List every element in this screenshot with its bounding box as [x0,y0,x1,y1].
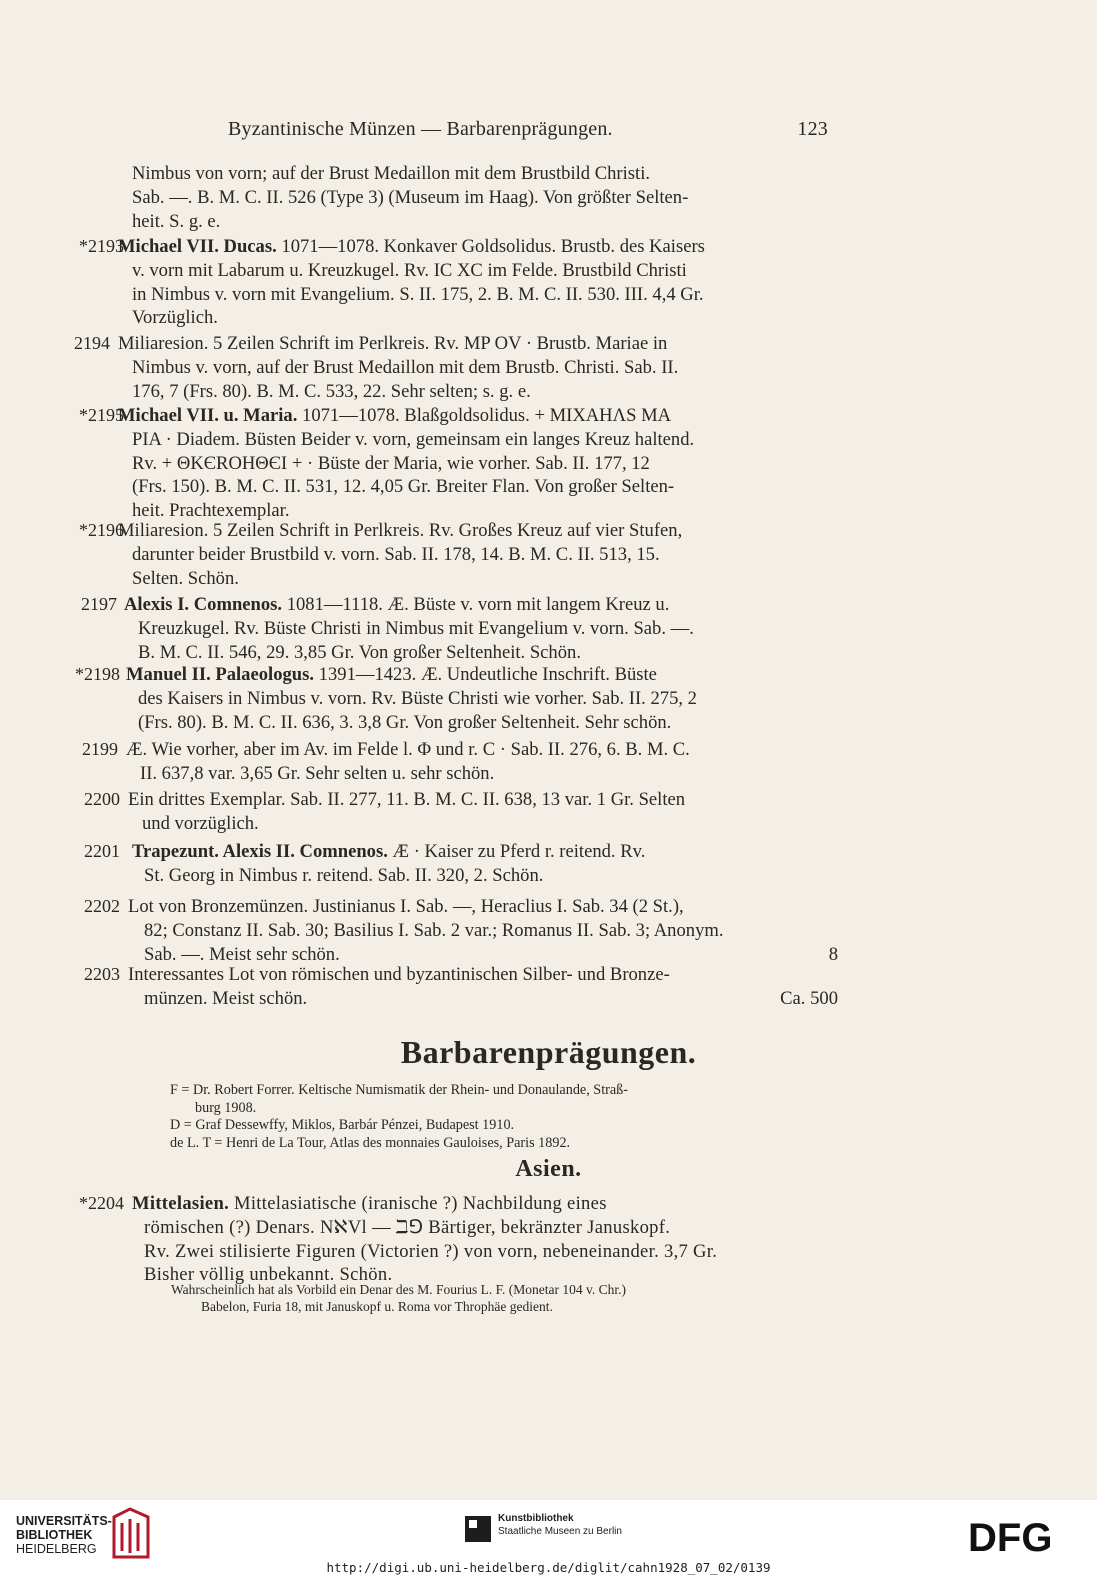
entry-text [118,332,838,403]
entry-text [118,235,838,330]
section-heading: Barbarenprägungen. [400,1034,697,1070]
entry-number: 2194 [74,333,110,353]
estimate-value: 8 [828,943,838,965]
entry-line: St. Georg in Nimbus r. reitend. Sab. II. 320, 2. Schön. [144,864,544,886]
entry-line: münzen. Meist schön. [144,987,308,1009]
kunstbibliothek-logo-icon [465,1516,491,1542]
entry-line: Nimbus v. vorn, auf der Brust Medaillon mit dem Brustb. Christi. Sab. II. [132,356,679,378]
kb-name-line: Staatliche Museen zu Berlin [498,1526,622,1537]
entry-heading: Michael VII. u. Maria. [118,405,298,426]
entry-text [124,593,838,664]
entry-text [132,162,838,233]
entry-heading: Michael VII. Ducas. [118,236,277,257]
entry-line: (Frs. 150). B. M. C. II. 531, 12. 4,05 Gr. Breiter Flan. Von großer Selten- [132,476,675,498]
running-head-title: Byzantinische Münzen — Barbarenprägungen. [228,118,613,140]
entry-line: in Nimbus v. vorn mit Evangelium. S. II. 175, 2. B. M. C. II. 530. III. 4,4 Gr. [132,283,704,305]
entry-line: heit. S. g. e. [132,210,221,232]
reference-line: burg 1908. [195,1099,257,1116]
entry-text [118,404,838,523]
entry-number: 2200 [84,789,120,809]
entry-line: des Kaisers in Nimbus v. vorn. Rv. Büste Christi wie vorher. Sab. II. 275, 2 [138,687,697,709]
entry-number: *2204 [79,1193,124,1213]
entry-line: Nimbus von vorn; auf der Brust Medaillon mit dem Brustbild Christi. [132,163,651,184]
entry-text [126,663,838,734]
entry-line: 1071—1078. Blaßgoldsolidus. + MIXAHΛS MA [297,405,672,426]
entry-text [132,840,838,888]
entry-line: römischen (?) Denars. NℵVl — ℶ⅁ Bärtiger, bekränzter Januskopf. [144,1216,671,1238]
entry-heading: Mittelasien. [132,1193,230,1214]
library-name-line: HEIDELBERG [16,1542,97,1556]
dfg-logo-icon [968,1519,1078,1555]
entry-line: Æ. Wie vorher, aber im Av. im Felde l. Φ und r. C · Sab. II. 276, 6. B. M. C. [126,739,690,760]
library-logo-text [16,1514,112,1556]
entry-line: Rv. + ΘKЄROHΘЄI + · Büste der Maria, wie vorher. Sab. II. 177, 12 [132,452,650,474]
subsection-heading: Asien. [515,1156,582,1182]
entry-line: Bisher völlig unbekannt. Schön. [144,1264,393,1286]
entry-line: Selten. Schön. [132,567,239,589]
entry-line: Sab. —. B. M. C. II. 526 (Type 3) (Museum im Haag). Von größter Selten- [132,186,689,208]
entry-line: 176, 7 (Frs. 80). B. M. C. 533, 22. Sehr selten; s. g. e. [132,380,531,402]
entry-line: Lot von Bronzemünzen. Justinianus I. Sab. —, Heraclius I. Sab. 34 (2 St.), [128,896,684,917]
entry-line: v. vorn mit Labarum u. Kreuzkugel. Rv. IC XC im Felde. Brustbild Christi [132,259,687,281]
entry-line: darunter beider Brustbild v. vorn. Sab. II. 178, 14. B. M. C. II. 513, 15. [132,543,660,565]
footnote-line: Babelon, Furia 18, mit Januskopf u. Roma vor Throphäe gedient. [201,1299,553,1314]
entry-line: (Frs. 80). B. M. C. II. 636, 3. 3,8 Gr. Von großer Seltenheit. Sehr schön. [138,711,672,733]
entry-line: Miliaresion. 5 Zeilen Schrift im Perlkreis. Rv. MP OV · Brustb. Mariae in [118,333,668,354]
entry-line: und vorzüglich. [142,812,259,834]
entry-line: Æ · Kaiser zu Pferd r. reitend. Rv. [387,841,646,862]
entry-number: 2203 [84,964,120,984]
entry-line: B. M. C. II. 546, 29. 3,85 Gr. Von großer Seltenheit. Schön. [138,641,581,663]
entry-line: 1071—1078. Konkaver Goldsolidus. Brustb. des Kaisers [276,236,705,257]
entry-line: Rv. Zwei stilisierte Figuren (Victorien ?) von vorn, nebeneinander. 3,7 Gr. [144,1240,718,1262]
entry-line: Vorzüglich. [132,307,218,329]
entry-text [126,738,838,786]
footnote-line: Wahrscheinlich hat als Vorbild ein Denar des M. Fourius L. F. (Monetar 104 v. Chr.) [171,1282,627,1297]
entry-line: Interessantes Lot von römischen und byzantinischen Silber- und Bronze- [128,964,670,985]
library-name-line: BIBLIOTHEK [16,1528,93,1542]
entry-line: Kreuzkugel. Rv. Büste Christi in Nimbus mit Evangelium v. vorn. Sab. —. [138,617,694,639]
entry-text [132,1192,838,1287]
estimate-value: Ca. 500 [780,987,838,1009]
entry-line: Sab. —. Meist sehr schön. [144,943,340,965]
library-name-line: UNIVERSITÄTS- [16,1514,112,1528]
entry-number: *2196 [79,520,124,540]
entry-heading: Trapezunt. Alexis II. Comnenos. [132,841,388,862]
entry-number: *2193 [79,236,124,256]
entry-line: 82; Constanz II. Sab. 30; Basilius I. Sab. 2 var.; Romanus II. Sab. 3; Anonym. [144,919,724,941]
entry-number: 2197 [81,594,117,614]
entry-text [118,519,838,590]
entry-number: *2198 [75,664,120,684]
entry-text [128,963,838,1011]
source-url[interactable]: http://digi.ub.uni-heidelberg.de/diglit/cahn1928_07_02/0139 [326,1560,771,1575]
entry-text [128,895,838,966]
entry-line: Miliaresion. 5 Zeilen Schrift in Perlkreis. Rv. Großes Kreuz auf vier Stufen, [118,520,683,541]
footnote [171,1281,841,1315]
reference-list [170,1082,840,1152]
entry-line: Mittelasiatische (iranische ?) Nachbildung eines [229,1193,607,1214]
kb-name-line: Kunstbibliothek [498,1513,574,1524]
entry-number: *2195 [79,405,124,425]
entry-text [128,788,838,836]
entry-line: 1391—1423. Æ. Undeutliche Inschrift. Büste [314,664,657,685]
entry-number: 2199 [82,739,118,759]
reference-line: de L. T = Henri de La Tour, Atlas des monnaies Gauloises, Paris 1892. [170,1134,571,1151]
page-number: 123 [797,118,828,140]
reference-line: F = Dr. Robert Forrer. Keltische Numismatik der Rhein- und Donaulande, Straß- [170,1082,628,1098]
reference-line: D = Graf Dessewffy, Miklos, Barbár Pénzei, Budapest 1910. [170,1117,515,1133]
entry-line: II. 637,8 var. 3,65 Gr. Sehr selten u. sehr schön. [140,762,495,784]
dfg-logo-text: DFG [968,1519,1053,1555]
entry-heading: Manuel II. Palaeologus. [126,664,315,685]
entry-heading: Alexis I. Comnenos. [124,594,283,615]
kunstbibliothek-logo-text [498,1512,622,1538]
entry-line: 1081—1118. Æ. Büste v. vorn mit langem Kreuz u. [282,594,670,615]
library-logo-icon [108,1507,156,1561]
entry-line: Ein drittes Exemplar. Sab. II. 277, 11. B. M. C. II. 638, 13 var. 1 Gr. Selten [128,789,686,810]
entry-line: heit. Prachtexemplar. [132,500,290,522]
entry-number: 2201 [84,841,120,861]
entry-number: 2202 [84,896,120,916]
entry-line: PIA · Diadem. Büsten Beider v. vorn, gemeinsam ein langes Kreuz haltend. [132,428,695,450]
